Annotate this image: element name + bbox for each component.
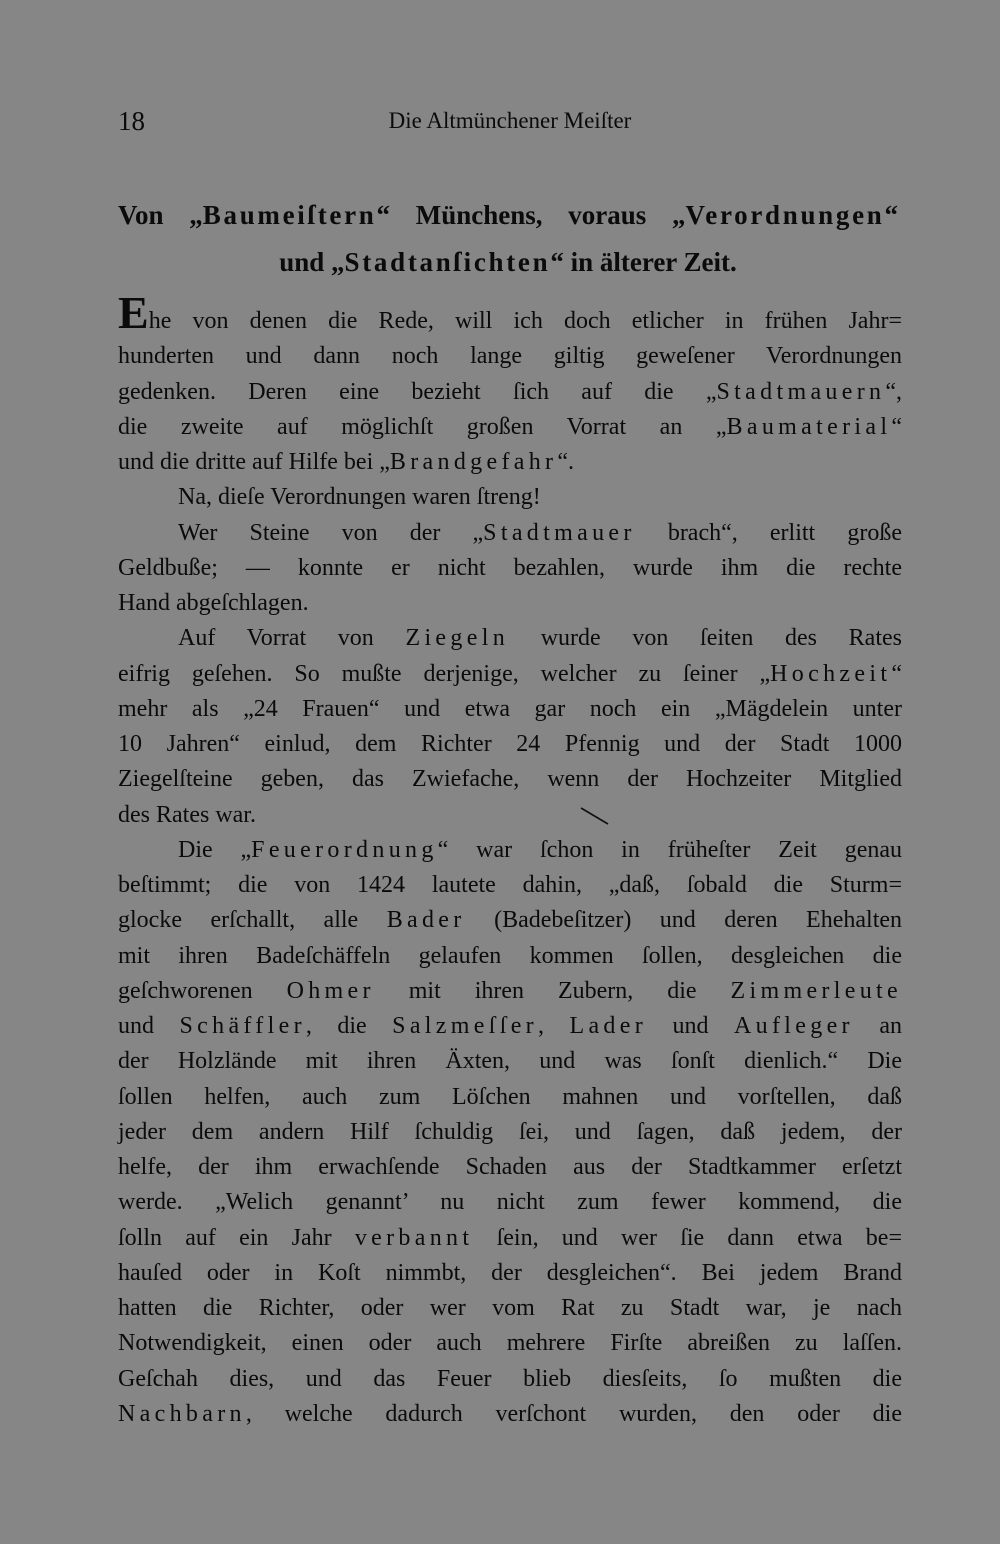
drop-initial: E xyxy=(118,287,149,338)
heading-line xyxy=(118,239,898,286)
text-run: hauſed oder in Koſt nimmbt, der desgleichen“. Bei jedem Brand xyxy=(118,1259,902,1286)
spaced-heading-text: Verordnungen xyxy=(685,200,885,230)
text-run: “ in älterer Zeit. xyxy=(550,247,737,277)
spaced-text: Zimmerleute xyxy=(730,977,902,1004)
text-run: werde. „Welich genannt’ nu nicht zum fewer kommend, die xyxy=(118,1189,902,1216)
text-line xyxy=(118,551,902,586)
text-run: helfe, der ihm erwachſende Schaden aus der Stadtkammer erſetzt xyxy=(118,1154,902,1180)
spaced-text: Schäffler xyxy=(179,1013,306,1039)
page-number: 18 xyxy=(118,106,145,136)
text-run: des Rates war. xyxy=(118,801,256,828)
text-line xyxy=(118,939,902,974)
spaced-text: Bader xyxy=(386,907,466,934)
spaced-text: Feuerordnung xyxy=(251,836,438,863)
text-run: Ziegelſteine geben, das Zwiefache, wenn der Hochzeiter Mitglied xyxy=(118,766,902,793)
text-run: Wer Steine von der „ xyxy=(178,519,484,546)
text-line xyxy=(118,1150,902,1185)
paragraph xyxy=(118,287,902,480)
text-run: , xyxy=(538,1013,570,1039)
text-line xyxy=(118,1256,902,1291)
text-run: und „ xyxy=(279,247,345,277)
body-text xyxy=(118,287,903,1432)
text-run: Na, dieſe Verordnungen waren ſtreng! xyxy=(178,484,541,511)
text-line xyxy=(118,1397,902,1432)
spaced-text: Baumaterial xyxy=(726,413,892,440)
text-run: Notwendigkeit, einen oder auch mehrere Firſte abreißen zu laſſen. xyxy=(118,1330,902,1357)
spaced-text: Aufleger xyxy=(734,1013,854,1039)
text-run: jeder dem andern Hilf ſchuldig ſei, und ſagen, daß jedem, der xyxy=(118,1118,902,1145)
text-run: “ war ſchon in früheſter Zeit genau xyxy=(437,836,902,863)
text-line xyxy=(118,657,902,692)
text-line xyxy=(118,621,902,656)
paragraph xyxy=(118,833,902,1432)
text-run: mit ihren Zubern, die xyxy=(374,977,731,1004)
text-line xyxy=(118,762,902,797)
pen-mark xyxy=(578,804,618,832)
spaced-text: Stadtmauern xyxy=(716,378,886,405)
text-line xyxy=(118,1362,902,1397)
text-line xyxy=(118,410,902,445)
text-run: mit ihren Badeſchäffeln gelaufen kommen ſollen, desgleichen die xyxy=(118,942,902,969)
text-run: “, xyxy=(885,378,902,405)
text-run: “ xyxy=(891,413,902,440)
spaced-text: Lader xyxy=(569,1013,648,1039)
text-line xyxy=(118,1291,902,1326)
text-line xyxy=(118,1009,902,1044)
text-run: 10 Jahren“ einlud, dem Richter 24 Pfennig und der Stadt 1000 xyxy=(118,731,902,757)
text-run: beſtimmt; die von 1424 lautete dahin, „daß, ſobald die Sturm= xyxy=(118,872,902,898)
text-run: gedenken. Deren eine bezieht ſich auf die „ xyxy=(118,378,717,405)
text-line xyxy=(118,833,902,868)
text-run: der Holzlände mit ihren Äxten, und was ſonſt dienlich.“ Die xyxy=(118,1048,902,1075)
text-run: wurde von ſeiten des Rates xyxy=(509,625,902,652)
text-run: brach“, erlitt große xyxy=(635,519,902,546)
paragraph xyxy=(118,516,902,622)
text-line xyxy=(118,903,902,938)
text-run: “ Münchens, voraus „ xyxy=(376,200,686,230)
text-run: und xyxy=(118,1013,180,1039)
text-run: “ xyxy=(884,200,898,230)
text-run: , die xyxy=(305,1013,393,1039)
text-line xyxy=(118,586,902,621)
text-run: Geldbuße; — konnte er nicht bezahlen, wurde ihm die rechte xyxy=(118,554,902,581)
text-run: mehr als „24 Frauen“ und etwa gar noch ein „Mägdelein unter xyxy=(118,695,902,722)
text-run: Auf Vorrat von xyxy=(178,625,406,652)
spaced-text: verbannt xyxy=(354,1224,474,1251)
spaced-heading-text: Stadtanſichten xyxy=(344,247,551,277)
running-title: Die Altmünchener Meiſter xyxy=(388,108,632,133)
text-run: glocke erſchallt, alle xyxy=(118,907,387,934)
text-run: “ xyxy=(891,660,902,687)
text-run: ſein, und wer ſie dann etwa be= xyxy=(473,1224,902,1251)
text-run: an xyxy=(853,1013,903,1039)
text-run: eifrig geſehen. So mußte derjenige, welcher zu ſeiner „ xyxy=(118,660,771,687)
text-run: ſolln auf ein Jahr xyxy=(118,1224,355,1251)
text-line xyxy=(118,1185,902,1220)
spaced-text: Hochzeit xyxy=(770,660,892,687)
text-run: geſchworenen xyxy=(118,977,287,1004)
text-run: “. xyxy=(557,449,575,475)
text-line xyxy=(118,727,902,762)
text-run: und die dritte auf Hilfe bei „ xyxy=(118,449,390,475)
text-run: (Badebeſitzer) und deren Ehehalten xyxy=(465,907,903,934)
spaced-text: Brandgefahr xyxy=(389,449,558,475)
text-run: Geſchah dies, und das Feuer blieb diesſeits, ſo mußten die xyxy=(118,1365,902,1392)
spaced-text: Ohmer xyxy=(286,977,375,1004)
text-line xyxy=(118,868,902,903)
spaced-heading-text: Baumeiſtern xyxy=(202,200,377,230)
text-run: hunderten und dann noch lange giltig geweſener Verordnungen xyxy=(118,343,902,370)
text-line xyxy=(118,1044,902,1079)
spaced-text: Ziegeln xyxy=(405,625,510,652)
text-line xyxy=(118,375,902,410)
text-line xyxy=(118,974,902,1009)
spaced-text: Stadtmauer xyxy=(483,519,636,546)
text-line xyxy=(118,480,902,515)
paragraph xyxy=(118,621,902,833)
spaced-text: Nachbarn xyxy=(118,1400,246,1427)
text-line xyxy=(118,287,902,339)
text-run: ſollen helfen, auch zum Löſchen mahnen und vorſtellen, daß xyxy=(118,1083,902,1110)
text-run: he von denen die Rede, will ich doch etlicher in frühen Jahr= xyxy=(148,308,902,334)
text-line xyxy=(118,339,902,374)
text-line xyxy=(118,1221,902,1256)
text-line xyxy=(118,1326,902,1361)
text-run: die zweite auf möglichſt großen Vorrat an „ xyxy=(118,413,727,440)
text-line xyxy=(118,798,902,833)
text-line xyxy=(118,516,902,551)
chapter-heading xyxy=(118,192,898,286)
text-line xyxy=(118,445,902,480)
text-run: hatten die Richter, oder wer vom Rat zu Stadt war, je nach xyxy=(118,1295,902,1321)
spaced-text: Salzmeſſer xyxy=(392,1013,538,1039)
text-run: , welche dadurch verſchont wurden, den oder die xyxy=(245,1400,902,1427)
text-line xyxy=(118,1080,902,1115)
text-run: Die „ xyxy=(178,836,252,863)
text-run: Hand abgeſchlagen. xyxy=(118,590,309,616)
text-line xyxy=(118,1115,902,1150)
paragraph xyxy=(118,480,902,515)
text-run: Von „ xyxy=(118,200,203,230)
heading-line xyxy=(118,192,898,239)
text-line xyxy=(118,692,902,727)
text-run: und xyxy=(647,1013,735,1039)
